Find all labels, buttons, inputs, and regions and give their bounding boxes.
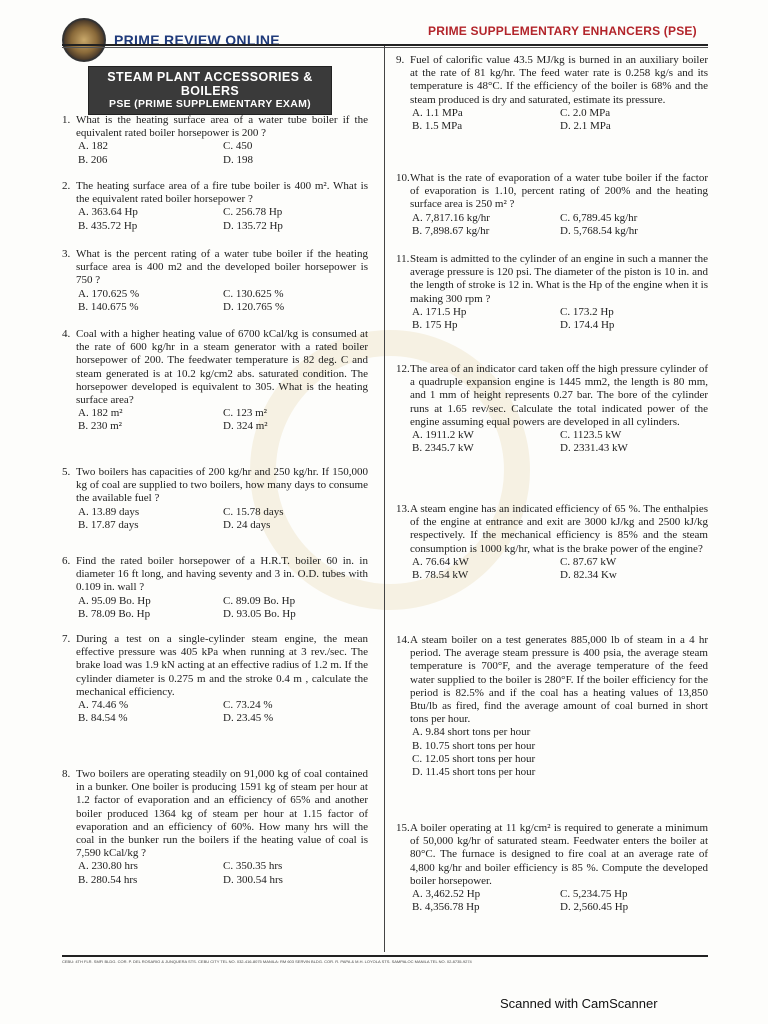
question-text: What is the heating surface area of a water tube boiler if the equivalent rated boiler horsepower is 200 ? (76, 114, 368, 140)
answer-options (62, 288, 368, 314)
answer-option: A. 170.625 % (78, 287, 140, 300)
answer-option: C. 87.67 kW (560, 555, 617, 568)
answer-option: B. 78.54 kW (412, 569, 469, 582)
answer-option: C. 130.625 % (223, 287, 284, 300)
answer-option: D. 2.1 MPa (560, 120, 611, 133)
section-title: STEAM PLANT ACCESSORIES & BOILERS (107, 70, 313, 98)
answer-option: B. 10.75 short tons per hour (412, 739, 536, 752)
answer-options (396, 726, 708, 779)
answer-option: D. 23.45 % (223, 712, 274, 725)
answer-option: B. 84.54 % (78, 712, 128, 725)
answer-options (62, 206, 368, 232)
question-6 (62, 555, 368, 621)
question-stem (62, 248, 368, 288)
answer-option: D. 11.45 short tons per hour (412, 766, 536, 779)
answer-option: B. 4,356.78 Hp (412, 901, 480, 914)
answer-option: C. 173.2 Hp (560, 305, 614, 318)
question-number: 10. (396, 172, 410, 184)
question-number: 14. (396, 634, 410, 646)
question-number: 13. (396, 503, 410, 515)
answer-option: A. 13.89 days (78, 505, 140, 518)
question-stem (396, 54, 708, 107)
answer-options (396, 888, 708, 914)
answer-option: C. 1123.5 kW (560, 429, 622, 442)
answer-option: A. 171.5 Hp (412, 305, 467, 318)
answer-option: D. 82.34 Kw (560, 569, 617, 582)
question-stem (396, 253, 708, 306)
question-14 (396, 634, 708, 779)
question-text: Find the rated boiler horsepower of a H.R.T. boiler 60 in. in diameter 16 ft long, and having seventy and 3 in. O.D. tubes with 0.109 in. wall ? (76, 555, 368, 594)
question-number: 8. (62, 768, 71, 780)
question-stem (396, 172, 708, 212)
question-stem (62, 633, 368, 699)
question-4 (62, 328, 368, 434)
answer-option: A. 182 m² (78, 407, 123, 420)
answer-option: D. 24 days (223, 518, 271, 531)
answer-option: C. 450 (223, 140, 253, 153)
question-stem (396, 363, 708, 429)
question-number: 12. (396, 363, 410, 375)
answer-option: C. 6,789.45 kg/hr (560, 211, 638, 224)
answer-option: C. 15.78 days (223, 505, 284, 518)
answer-options (396, 306, 708, 332)
question-10 (396, 172, 708, 238)
answer-options (396, 556, 708, 582)
question-stem (62, 555, 368, 595)
question-text: Two boilers has capacities of 200 kg/hr and 250 kg/hr. If 150,000 kg of coal are supplied to two boilers, how many days to consume the available fuel ? (76, 466, 368, 505)
question-number: 4. (62, 328, 71, 340)
question-text: The heating surface area of a fire tube boiler is 400 m². What is the equivalent rated boiler horsepower ? (76, 180, 368, 206)
question-12 (396, 363, 708, 455)
answer-option: A. 7,817.16 kg/hr (412, 211, 490, 224)
question-number: 2. (62, 180, 71, 192)
section-title-box (88, 66, 332, 115)
question-stem (62, 466, 368, 506)
question-text: A boiler operating at 11 kg/cm² is required to generate a minimum of 50,000 kg/hr of saturated steam. Feedwater enters the boiler at 80°C. The furnace is designed to fire coal at an average rate of 4,800 kg/hr and boiler efficiency is 85 %. Compute the developed boiler horsepower. (410, 822, 708, 887)
answer-option: B. 280.54 hrs (78, 873, 138, 886)
answer-option: D. 300.54 hrs (223, 873, 283, 886)
answer-option: B. 78.09 Bo. Hp (78, 607, 151, 620)
answer-option: C. 350.35 hrs (223, 860, 283, 873)
section-subtitle: PSE (PRIME SUPPLEMENTARY EXAM) (109, 98, 311, 110)
answer-options (396, 429, 708, 455)
answer-option: B. 230 m² (78, 420, 122, 433)
answer-option: D. 324 m² (223, 420, 268, 433)
question-number: 1. (62, 114, 71, 126)
answer-options (62, 407, 368, 433)
answer-option: D. 135.72 Hp (223, 219, 283, 232)
answer-options (396, 212, 708, 238)
answer-option: A. 9.84 short tons per hour (412, 726, 531, 739)
answer-option: C. 123 m² (223, 407, 267, 420)
question-text: What is the rate of evaporation of a water tube boiler if the factor of evaporation is 1.10, percent rating of 200% and the heating surface area is 250 m² ? (410, 172, 708, 211)
question-stem (396, 634, 708, 726)
answer-option: D. 93.05 Bo. Hp (223, 607, 296, 620)
question-text: What is the percent rating of a water tube boiler if the heating surface area is 400 m2 and the developed boiler horsepower is 750 ? (76, 248, 368, 287)
question-text: During a test on a single-cylinder steam engine, the mean effective pressure was 405 kPa when running at 3 rev./sec. The brake load was 1.9 kN acting at an effective radius of 1.2 m. If the cylinder diameter is 0.275 m and the stroke 0.4 m , calculate the mechanical efficiency. (76, 633, 368, 698)
question-text: The area of an indicator card taken off the high pressure cylinder of a quadruple expansion engine is 1445 mm2, the length is 80 mm, and 1 mm of height represents 0.27 bar. The bore of the cylinder runs at 1.65 rev/sec. Calculate the total indicated power of the engine assuming equal powers are developed in all cylinders. (410, 363, 708, 428)
question-stem (396, 822, 708, 888)
question-text: Coal with a higher heating value of 6700 kCal/kg is consumed at the rate of 600 kg/hr in a steam generator with a rated boiler horsepower of 200. The feedwater temperature is 82 deg. C and steam generated is at 10.2 kg/cm2 abs. saturated condition. The horsepower developed is equivalent to 305. What is the heating surface area? (76, 328, 368, 407)
question-9 (396, 54, 708, 133)
header-right-title: PRIME SUPPLEMENTARY ENHANCERS (PSE) (428, 24, 697, 38)
answer-option: A. 74.46 % (78, 699, 129, 712)
answer-options (396, 107, 708, 133)
answer-option: D. 198 (223, 153, 253, 166)
answer-options (62, 506, 368, 532)
question-text: A steam boiler on a test generates 885,000 lb of steam in a 4 hr period. The average steam pressure is 400 psia, the average steam temperature is 700°F, and the average temperature of the feed water supplied to the boiler is 280°F. If the boiler efficiency for the period is 82.5% and if the coal has a heating values of 13,850 Btu/lb as fired, find the average amount of coal burned in short tons per hour. (410, 634, 708, 726)
header-divider (62, 44, 708, 46)
question-8 (62, 768, 368, 887)
answer-option: B. 175 Hp (412, 319, 458, 332)
answer-option: A. 1911.2 kW (412, 429, 474, 442)
question-text: Steam is admitted to the cylinder of an engine in such a manner the average pressure is 120 psi. The diameter of the piston is 10 in. and the length of stroke is 12 in. What is the Hp of the engine when it is making 300 rpm ? (410, 253, 708, 305)
answer-option: A. 230.80 hrs (78, 860, 138, 873)
brand-title: PRIME REVIEW ONLINE (114, 32, 280, 48)
answer-option: B. 1.5 MPa (412, 120, 463, 133)
question-15 (396, 822, 708, 914)
question-7 (62, 633, 368, 725)
answer-options (62, 860, 368, 886)
scanner-watermark: Scanned with CamScanner (500, 996, 658, 1011)
question-2 (62, 180, 368, 233)
answer-option: A. 3,462.52 Hp (412, 888, 481, 901)
answer-option: C. 89.09 Bo. Hp (223, 594, 296, 607)
question-number: 5. (62, 466, 71, 478)
question-stem (62, 328, 368, 407)
answer-option: B. 206 (78, 153, 108, 166)
question-stem (62, 180, 368, 206)
answer-option: C. 256.78 Hp (223, 206, 283, 219)
answer-option: D. 120.765 % (223, 300, 285, 313)
question-5 (62, 466, 368, 532)
answer-option: A. 1.1 MPa (412, 106, 463, 119)
question-number: 9. (396, 54, 405, 66)
question-number: 6. (62, 555, 71, 567)
answer-option: D. 5,768.54 kg/hr (560, 224, 638, 237)
answer-option: A. 95.09 Bo. Hp (78, 594, 151, 607)
question-11 (396, 253, 708, 332)
question-stem (62, 114, 368, 140)
header-brand (62, 18, 280, 62)
seal-logo-icon (62, 18, 106, 62)
answer-options (62, 595, 368, 621)
column-divider (384, 46, 385, 952)
answer-option: B. 7,898.67 kg/hr (412, 224, 490, 237)
question-13 (396, 503, 708, 582)
answer-option: B. 435.72 Hp (78, 219, 138, 232)
answer-option: D. 174.4 Hp (560, 319, 615, 332)
answer-option: B. 17.87 days (78, 518, 139, 531)
answer-option: A. 76.64 kW (412, 555, 469, 568)
question-1 (62, 114, 368, 167)
answer-option: C. 73.24 % (223, 699, 273, 712)
question-stem (396, 503, 708, 556)
answer-option: D. 2,560.45 Hp (560, 901, 629, 914)
answer-option: A. 363.64 Hp (78, 206, 138, 219)
question-number: 7. (62, 633, 71, 645)
footer-address: CEBU: 4TH FLR. SMFI BLDG. COR. P. DEL ROSARIO & JUNQUERA STS. CEBU CITY TEL NO. 032-416-8075 MANILA: RM 603 SERVIN BLDG. COR. R. PAPA & M.H. LOYOLA STS. SAMPALOC MANILA TEL NO. 02-8735-9274 (62, 959, 472, 964)
answer-option: C. 12.05 short tons per hour (412, 752, 536, 765)
answer-option: C. 2.0 MPa (560, 106, 611, 119)
answer-options (62, 699, 368, 725)
question-text: Fuel of calorific value 43.5 MJ/kg is burned in an auxiliary boiler at the rate of 81 kg/hr. The feed water rate is 0.258 kg/s and its temperature is 48°C. If the efficiency of the boiler is 68% and the steam produced is dry and saturated, estimate its pressure. (410, 54, 708, 106)
question-text: Two boilers are operating steadily on 91,000 kg of coal contained in a bunker. One boiler is producing 1591 kg of steam per hour at 1.2 factor of evaporation and an efficiency of 65% and another boiler produced 1364 kg of steam per hour at 1.15 factor of evaporation and an efficiency of 60%. How many hrs will the coal in the bunker run the boilers if the heating value of coal is 7,590 kCal/kg ? (76, 768, 368, 860)
question-number: 3. (62, 248, 71, 260)
answer-option: B. 140.675 % (78, 300, 139, 313)
answer-options (62, 140, 368, 166)
footer-divider (62, 955, 708, 957)
header-divider-thin (62, 47, 708, 48)
answer-option: B. 2345.7 kW (412, 442, 474, 455)
question-3 (62, 248, 368, 314)
question-number: 11. (396, 253, 410, 265)
question-stem (62, 768, 368, 860)
answer-option: D. 2331.43 kW (560, 442, 628, 455)
answer-option: A. 182 (78, 140, 108, 153)
question-number: 15. (396, 822, 410, 834)
answer-option: C. 5,234.75 Hp (560, 888, 628, 901)
question-text: A steam engine has an indicated efficiency of 65 %. The enthalpies of the engine at entrance and exit are 3000 kJ/kg and 2500 kJ/kg respectively. If the mechanical efficiency is 85% and the steam consumption is 1000 kg/hr, what is the brake power of the engine? (410, 503, 708, 555)
